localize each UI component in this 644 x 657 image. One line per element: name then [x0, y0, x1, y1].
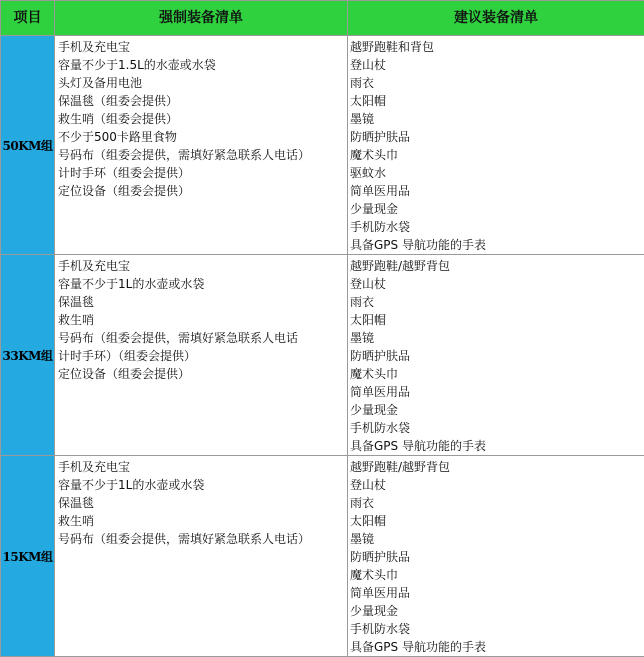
mandatory-list [55, 36, 348, 255]
list-item: 计时手环（组委会提供） [58, 164, 347, 182]
list-item: 魔术头巾 [350, 566, 644, 584]
list-item: 魔术头巾 [350, 365, 644, 383]
list-item: 驱蚊水 [350, 164, 644, 182]
header-suggested: 建议装备清单 [348, 1, 644, 36]
list-item: 少量现金 [350, 602, 644, 620]
list-item: 定位设备（组委会提供） [58, 182, 347, 200]
list-item: 简单医用品 [350, 584, 644, 602]
list-item: 保温毯 [58, 293, 347, 311]
table-row-15km [1, 456, 644, 657]
list-item: 登山杖 [350, 56, 644, 74]
list-item: 简单医用品 [350, 182, 644, 200]
table-row-33km [1, 255, 644, 456]
list-item: 号码布（组委会提供，需填好紧急联系人电话） [58, 530, 347, 548]
list-item: 容量不少于1L的水壶或水袋 [58, 275, 347, 293]
list-item: 头灯及备用电池 [58, 74, 347, 92]
list-item: 手机防水袋 [350, 419, 644, 437]
group-label: 50KM组 [1, 36, 55, 255]
list-item: 保温毯 [58, 494, 347, 512]
list-item: 定位设备（组委会提供） [58, 365, 347, 383]
list-item: 手机防水袋 [350, 218, 644, 236]
header-item: 项目 [1, 1, 55, 36]
list-item: 救生哨（组委会提供） [58, 110, 347, 128]
group-label: 15KM组 [1, 456, 55, 657]
mandatory-list [55, 456, 348, 657]
list-item: 手机及充电宝 [58, 458, 347, 476]
list-item: 登山杖 [350, 275, 644, 293]
list-item: 少量现金 [350, 200, 644, 218]
list-item: 保温毯（组委会提供） [58, 92, 347, 110]
list-item: 救生哨 [58, 512, 347, 530]
list-item: 具备GPS 导航功能的手表 [350, 437, 644, 455]
mandatory-list [55, 255, 348, 456]
list-item: 雨衣 [350, 74, 644, 92]
list-item: 魔术头巾 [350, 146, 644, 164]
header-row [1, 1, 644, 36]
list-item: 手机及充电宝 [58, 257, 347, 275]
list-item: 墨镜 [350, 329, 644, 347]
list-item: 越野跑鞋/越野背包 [350, 458, 644, 476]
list-item: 容量不少于1.5L的水壶或水袋 [58, 56, 347, 74]
list-item: 具备GPS 导航功能的手表 [350, 638, 644, 656]
list-item: 防晒护肤品 [350, 128, 644, 146]
list-item: 容量不少于1L的水壶或水袋 [58, 476, 347, 494]
list-item: 雨衣 [350, 293, 644, 311]
list-item: 号码布（组委会提供，需填好紧急联系人电话） [58, 146, 347, 164]
list-item: 号码布（组委会提供，需填好紧急联系人电话 [58, 329, 347, 347]
list-item: 登山杖 [350, 476, 644, 494]
list-item: 不少于500卡路里食物 [58, 128, 347, 146]
list-item: 具备GPS 导航功能的手表 [350, 236, 644, 254]
list-item: 太阳帽 [350, 92, 644, 110]
list-item: 防晒护肤品 [350, 548, 644, 566]
suggested-list [348, 255, 644, 456]
list-item: 救生哨 [58, 311, 347, 329]
list-item: 越野跑鞋/越野背包 [350, 257, 644, 275]
list-item: 墨镜 [350, 530, 644, 548]
list-item: 简单医用品 [350, 383, 644, 401]
header-mandatory: 强制装备清单 [55, 1, 348, 36]
list-item: 太阳帽 [350, 311, 644, 329]
list-item: 雨衣 [350, 494, 644, 512]
table-row-50km [1, 36, 644, 255]
list-item: 手机防水袋 [350, 620, 644, 638]
list-item: 防晒护肤品 [350, 347, 644, 365]
suggested-list [348, 456, 644, 657]
list-item: 少量现金 [350, 401, 644, 419]
suggested-list [348, 36, 644, 255]
group-label: 33KM组 [1, 255, 55, 456]
list-item: 墨镜 [350, 110, 644, 128]
list-item: 越野跑鞋和背包 [350, 38, 644, 56]
list-item: 手机及充电宝 [58, 38, 347, 56]
list-item: 太阳帽 [350, 512, 644, 530]
list-item: 计时手环）（组委会提供） [58, 347, 347, 365]
